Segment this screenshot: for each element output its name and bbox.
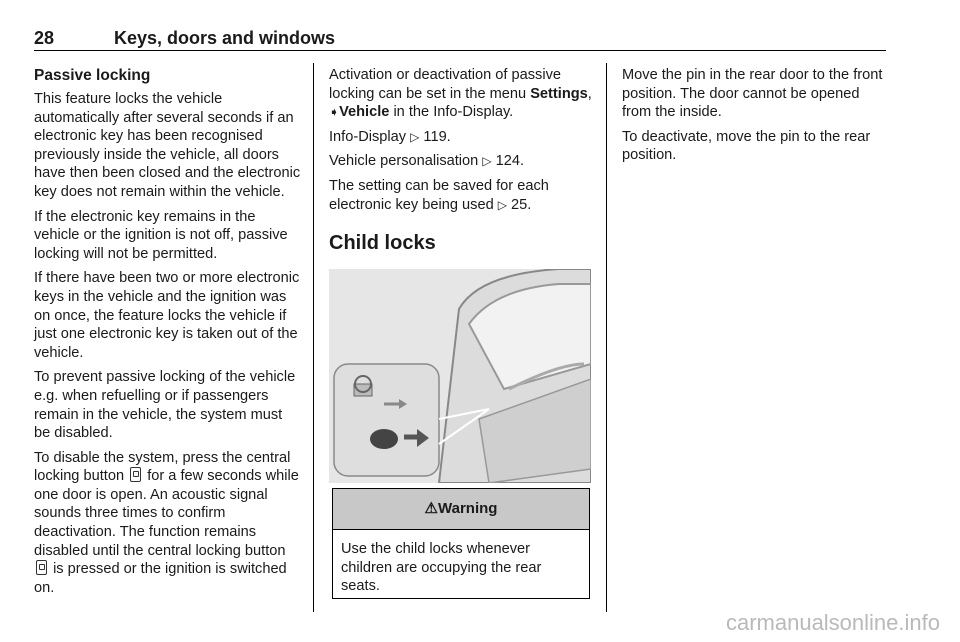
child-lock-illustration (329, 269, 591, 483)
separator: , (587, 85, 592, 102)
watermark: carmanualsonline.info (725, 610, 940, 635)
column-2 (329, 66, 594, 483)
text-fragment: is pressed or the ignition is switched on. (34, 561, 287, 596)
page-ref: 124. (495, 153, 525, 170)
warning-icon: ⚠ (424, 500, 438, 517)
section-heading: Child locks (329, 232, 436, 255)
warning-box (332, 488, 590, 599)
text-fragment: in the Info-Display. (393, 104, 514, 121)
column-divider (606, 63, 607, 612)
paragraph: This feature locks the vehicle automatically after several seconds if an electronic key has been recognised previously inside the vehicle, all doors have then been closed and the electronic key does not remain within the vehicle. (34, 91, 301, 200)
central-lock-button-icon (130, 467, 141, 482)
page-ref: 25. (511, 196, 532, 213)
column-divider (313, 63, 314, 612)
warning-header (333, 489, 589, 530)
paragraph (329, 152, 594, 171)
page-number: 28 (34, 28, 55, 48)
text-fragment: Info-Display (329, 128, 407, 145)
page-ref: 119. (423, 128, 451, 145)
page-ref-icon: ▷ (497, 197, 507, 212)
warning-text: Use the child locks whenever children are occupying the rear seats. (341, 541, 542, 595)
paragraph (329, 66, 594, 122)
text-fragment: To disable the system, press the central locking button (34, 449, 291, 485)
menu-settings: Settings (530, 85, 588, 102)
text-fragment: Activation or deactivation of passive locking can be set in the menu (329, 67, 562, 102)
column-3 (622, 66, 888, 171)
text-fragment: The setting can be saved for each electronic key being used (329, 177, 549, 213)
menu-vehicle: Vehicle (339, 104, 390, 121)
column-1 (34, 66, 302, 603)
text-fragment: for a few seconds while one door is open. An acoustic signal sounds three times to confirm deactivation. The function remains disabled until the central locking button (34, 468, 299, 559)
paragraph: If there have been two or more electronic keys in the vehicle and the ignition was on once, the feature locks the vehicle if just one electronic key is taken out of the vehicle. (34, 270, 300, 361)
warning-title: Warning (438, 500, 498, 517)
paragraph (329, 177, 594, 214)
paragraph: To deactivate, move the pin to the rear position. (622, 128, 871, 164)
paragraph (34, 449, 302, 598)
page-header (34, 28, 886, 51)
paragraph: Move the pin in the rear door to the front position. The door cannot be opened from the inside. (622, 67, 883, 121)
paragraph: To prevent passive locking of the vehicle e.g. when refuelling or if passengers remain in the vehicle, the system must be disabled. (34, 369, 296, 442)
chapter-title: Keys, doors and windows (114, 28, 336, 48)
menu-arrow-icon: ➧ (329, 105, 340, 120)
central-lock-button-icon (36, 560, 47, 575)
page-ref-icon: ▷ (410, 129, 420, 144)
page-ref-icon: ▷ (482, 154, 492, 169)
paragraph (329, 128, 594, 147)
section-heading: Passive locking (34, 67, 151, 84)
paragraph: If the electronic key remains in the vehicle or the ignition is not off, passive locking will not be permitted. (34, 208, 288, 262)
text-fragment: Vehicle personalisation (329, 153, 479, 170)
